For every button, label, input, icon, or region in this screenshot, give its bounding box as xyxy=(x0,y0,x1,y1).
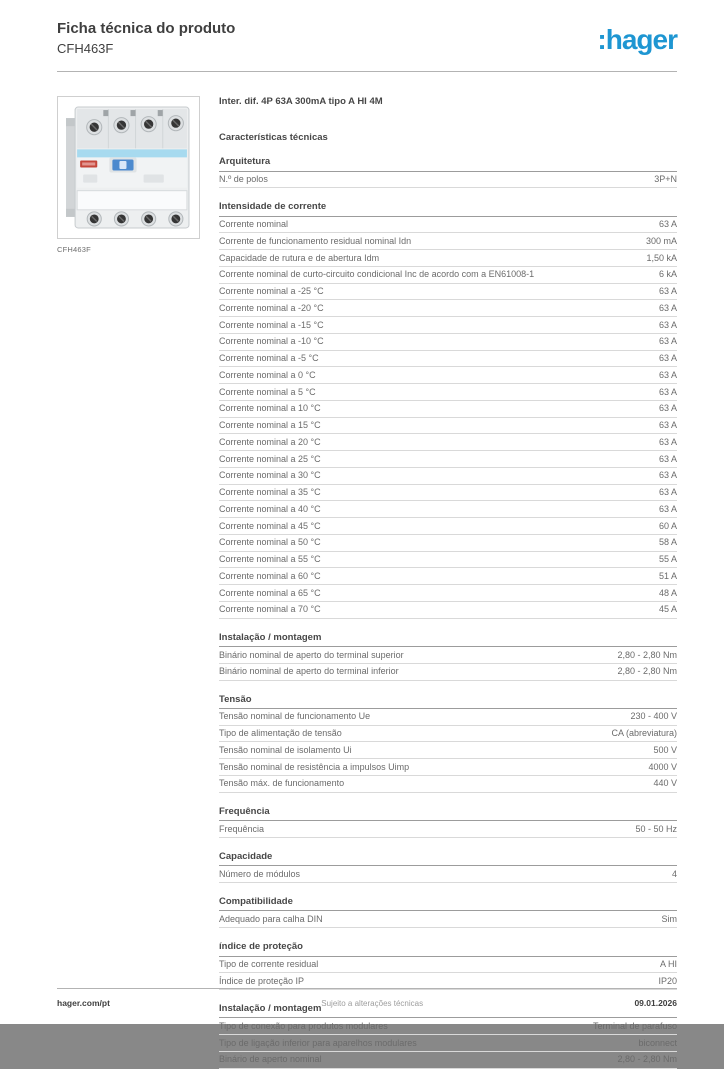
spec-value: 63 A xyxy=(658,487,677,498)
characteristics-sections xyxy=(219,156,677,1069)
spec-section-title: Instalação / montagem xyxy=(219,1003,677,1018)
spec-row xyxy=(219,334,677,351)
spec-label: Número de módulos xyxy=(219,868,301,879)
spec-row xyxy=(219,434,677,451)
spec-label: Corrente nominal a 40 °C xyxy=(219,503,321,514)
spec-row xyxy=(219,602,677,619)
spec-row xyxy=(219,568,677,585)
spec-value: 58 A xyxy=(658,537,677,548)
spec-row xyxy=(219,821,677,838)
spec-value: 60 A xyxy=(658,520,677,531)
spec-label: Tipo de corrente residual xyxy=(219,959,319,970)
spec-row xyxy=(219,759,677,776)
spec-label: Tensão nominal de isolamento Ui xyxy=(219,744,352,755)
header-titles xyxy=(57,20,235,56)
page-footer xyxy=(57,988,677,1008)
footer-date: 09.01.2026 xyxy=(634,998,677,1008)
spec-label: N.º de polos xyxy=(219,174,268,185)
product-description: Inter. dif. 4P 63A 300mA tipo A HI 4M xyxy=(219,95,383,107)
spec-row xyxy=(219,552,677,569)
spec-row xyxy=(219,317,677,334)
spec-section-title: Arquitetura xyxy=(219,156,677,171)
spec-value: 300 mA xyxy=(645,235,677,246)
spec-value: 48 A xyxy=(658,587,677,598)
spec-label: Corrente nominal a 10 °C xyxy=(219,403,321,414)
characteristics-table-title: Características técnicas xyxy=(219,132,328,144)
spec-row xyxy=(219,1052,677,1069)
spec-label: Corrente nominal a 5 °C xyxy=(219,386,316,397)
spec-label: Corrente nominal a 50 °C xyxy=(219,537,321,548)
spec-value: Sim xyxy=(661,913,677,924)
spec-label: Tensão máx. de funcionamento xyxy=(219,778,345,789)
spec-label: Corrente nominal a 15 °C xyxy=(219,420,321,431)
spec-row xyxy=(219,664,677,681)
rccb-device-illustration xyxy=(63,102,194,233)
spec-section-title: índice de proteção xyxy=(219,941,677,956)
spec-value: 63 A xyxy=(658,453,677,464)
spec-label: Corrente nominal a 65 °C xyxy=(219,587,321,598)
spec-row xyxy=(219,726,677,743)
spec-label: Tipo de conexão para produtos modulares xyxy=(219,1020,388,1031)
product-image xyxy=(57,96,200,239)
spec-value: 63 A xyxy=(658,353,677,364)
spec-value: CA (abreviatura) xyxy=(611,728,677,739)
spec-label: Corrente nominal de curto-circuito condicional Inc de acordo com a EN61008-1 xyxy=(219,269,535,280)
product-code: CFH463F xyxy=(57,40,114,56)
spec-row xyxy=(219,911,677,928)
spec-label: Corrente de funcionamento residual nominal Idn xyxy=(219,235,412,246)
spec-value: A HI xyxy=(659,959,677,970)
spec-label: Corrente nominal a 20 °C xyxy=(219,436,321,447)
spec-section xyxy=(219,1003,677,1069)
spec-label: Corrente nominal a 30 °C xyxy=(219,470,321,481)
spec-value: 1,50 kA xyxy=(646,252,677,263)
spec-value: 63 A xyxy=(658,219,677,230)
spec-row xyxy=(219,742,677,759)
spec-row xyxy=(219,418,677,435)
spec-label: Tipo de alimentação de tensão xyxy=(219,728,342,739)
spec-section xyxy=(219,694,677,793)
spec-section xyxy=(219,806,677,838)
spec-label: Tipo de ligação inferior para aparelhos modulares xyxy=(219,1037,417,1048)
spec-value: 63 A xyxy=(658,369,677,380)
spec-label: Corrente nominal a -15 °C xyxy=(219,319,324,330)
spec-section xyxy=(219,201,677,618)
footer-disclaimer: Sujeito a alterações técnicas xyxy=(321,999,424,1008)
spec-section xyxy=(219,632,677,681)
spec-label: Corrente nominal a 60 °C xyxy=(219,570,321,581)
spec-row xyxy=(219,709,677,726)
spec-row xyxy=(219,250,677,267)
spec-label: Frequência xyxy=(219,823,265,834)
spec-value: 230 - 400 V xyxy=(630,711,677,722)
product-image-column xyxy=(57,96,202,254)
spec-value: 50 - 50 Hz xyxy=(635,823,677,834)
spec-section-title: Frequência xyxy=(219,806,677,821)
spec-value: 45 A xyxy=(658,604,677,615)
spec-value: 63 A xyxy=(658,336,677,347)
spec-row xyxy=(219,284,677,301)
spec-label: Corrente nominal a -25 °C xyxy=(219,286,324,297)
spec-section xyxy=(219,156,677,188)
document-title: Ficha técnica do produto xyxy=(57,20,236,37)
spec-label: Binário nominal de aperto do terminal inferior xyxy=(219,666,399,677)
spec-section-title: Tensão xyxy=(219,694,677,709)
spec-label: Corrente nominal xyxy=(219,219,289,230)
spec-value: 63 A xyxy=(658,286,677,297)
spec-row xyxy=(219,1035,677,1052)
spec-section-title: Capacidade xyxy=(219,851,677,866)
spec-value: 55 A xyxy=(658,554,677,565)
spec-section-title: Compatibilidade xyxy=(219,896,677,911)
spec-row xyxy=(219,535,677,552)
spec-label: Corrente nominal a 70 °C xyxy=(219,604,321,615)
spec-value: 63 A xyxy=(658,403,677,414)
spec-value: 63 A xyxy=(658,436,677,447)
spec-label: Adequado para calha DIN xyxy=(219,913,323,924)
spec-row xyxy=(219,267,677,284)
spec-row xyxy=(219,776,677,793)
spec-row xyxy=(219,172,677,189)
spec-row xyxy=(219,957,677,974)
characteristics-column xyxy=(219,96,677,1069)
spec-value: 63 A xyxy=(658,420,677,431)
spec-row xyxy=(219,501,677,518)
spec-section xyxy=(219,941,677,990)
spec-label: Binário nominal de aperto do terminal superior xyxy=(219,649,404,660)
spec-value: 4000 V xyxy=(648,761,677,772)
spec-value: 63 A xyxy=(658,319,677,330)
spec-value: 63 A xyxy=(658,386,677,397)
spec-row xyxy=(219,518,677,535)
main-content xyxy=(0,72,724,1069)
spec-value: 2,80 - 2,80 Nm xyxy=(617,649,677,660)
spec-row xyxy=(219,468,677,485)
hager-logo: :hager xyxy=(597,24,677,55)
product-image-caption: CFH463F xyxy=(57,244,91,254)
spec-value: 63 A xyxy=(658,503,677,514)
spec-value: 500 V xyxy=(653,744,677,755)
spec-row xyxy=(219,367,677,384)
spec-label: Corrente nominal a -20 °C xyxy=(219,302,324,313)
spec-section-title: Intensidade de corrente xyxy=(219,201,677,216)
spec-value: 63 A xyxy=(658,302,677,313)
spec-label: Corrente nominal a 55 °C xyxy=(219,554,321,565)
spec-row xyxy=(219,866,677,883)
spec-row xyxy=(219,351,677,368)
spec-section xyxy=(219,851,677,883)
spec-label: Tensão nominal de funcionamento Ue xyxy=(219,711,371,722)
footer-website-link[interactable]: hager.com/pt xyxy=(57,998,110,1008)
spec-label: Capacidade de rutura e de abertura Idm xyxy=(219,252,380,263)
spec-row xyxy=(219,233,677,250)
spec-value: 2,80 - 2,80 Nm xyxy=(617,1054,677,1065)
spec-row xyxy=(219,217,677,234)
spec-label: Corrente nominal a -5 °C xyxy=(219,353,319,364)
spec-label: Corrente nominal a 25 °C xyxy=(219,453,321,464)
spec-value: 3P+N xyxy=(654,174,677,185)
spec-label: Índice de proteção IP xyxy=(219,975,305,986)
spec-section xyxy=(219,896,677,928)
spec-value: Terminal de parafuso xyxy=(592,1020,677,1031)
spec-value: 63 A xyxy=(658,470,677,481)
spec-row xyxy=(219,451,677,468)
spec-value: biconnect xyxy=(638,1037,677,1048)
spec-label: Corrente nominal a 0 °C xyxy=(219,369,316,380)
spec-label: Tensão nominal de resistência a impulsos Uimp xyxy=(219,761,410,772)
page-header xyxy=(0,0,724,56)
spec-label: Corrente nominal a 45 °C xyxy=(219,520,321,531)
spec-row xyxy=(219,585,677,602)
spec-row xyxy=(219,384,677,401)
spec-value: 51 A xyxy=(658,570,677,581)
spec-value: 440 V xyxy=(653,778,677,789)
spec-label: Corrente nominal a -10 °C xyxy=(219,336,324,347)
spec-label: Corrente nominal a 35 °C xyxy=(219,487,321,498)
spec-row xyxy=(219,401,677,418)
spec-value: 6 kA xyxy=(658,269,677,280)
spec-label: Binário de aperto nominal xyxy=(219,1054,322,1065)
spec-value: 4 xyxy=(671,868,677,879)
spec-value: 2,80 - 2,80 Nm xyxy=(617,666,677,677)
spec-row xyxy=(219,485,677,502)
spec-row xyxy=(219,300,677,317)
spec-section-title: Instalação / montagem xyxy=(219,632,677,647)
spec-row xyxy=(219,1018,677,1035)
spec-row xyxy=(219,647,677,664)
spec-value: IP20 xyxy=(658,975,677,986)
